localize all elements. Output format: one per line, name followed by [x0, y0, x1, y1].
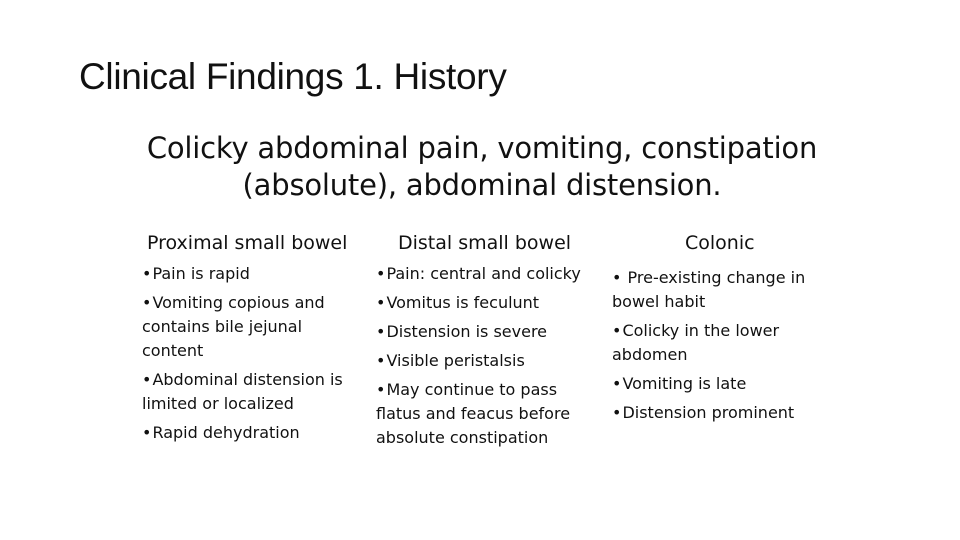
list-item-text: Rapid dehydration [152, 423, 300, 442]
bullet-icon: • [142, 370, 152, 389]
slide-title: Clinical Findings 1. History [79, 56, 507, 97]
bullet-icon: • [376, 322, 386, 341]
list-item [612, 319, 832, 367]
column-list-colonic [612, 266, 832, 430]
list-item-text: Distension prominent [622, 403, 795, 422]
list-item [376, 291, 596, 315]
list-item [142, 262, 352, 286]
bullet-icon: • [376, 293, 386, 312]
bullet-icon: • [142, 264, 152, 283]
list-item [376, 378, 596, 450]
list-item [142, 291, 352, 363]
list-item-text: Vomiting copious and contains bile jejunal content [142, 293, 325, 360]
slide-subtitle: Colicky abdominal pain, vomiting, constipation (absolute), abdominal distension. [146, 131, 818, 202]
bullet-icon: • [376, 380, 386, 399]
bullet-icon: • [612, 268, 622, 287]
list-item-text: Pain: central and colicky [386, 264, 581, 283]
list-item-text: Abdominal distension is limited or localized [142, 370, 343, 413]
list-item [612, 266, 832, 314]
column-header-colonic: Colonic [685, 232, 755, 254]
list-item [612, 401, 832, 425]
column-list-proximal [142, 262, 352, 450]
list-item-text: Pre-existing change in bowel habit [612, 268, 806, 311]
list-item-text: May continue to pass flatus and feacus before absolute constipation [376, 380, 571, 447]
bullet-icon: • [612, 374, 622, 393]
list-item-text: Visible peristalsis [386, 351, 525, 370]
bullet-icon: • [376, 264, 386, 283]
list-item-text: Vomiting is late [622, 374, 747, 393]
list-item-text: Distension is severe [386, 322, 548, 341]
column-header-distal: Distal small bowel [398, 232, 572, 254]
bullet-icon: • [142, 423, 152, 442]
bullet-icon: • [612, 321, 622, 340]
list-item [376, 320, 596, 344]
list-item [142, 368, 352, 416]
list-item-text: Colicky in the lower abdomen [612, 321, 780, 364]
list-item-text: Vomitus is feculunt [386, 293, 540, 312]
list-item [142, 421, 352, 445]
list-item-text: Pain is rapid [152, 264, 250, 283]
bullet-icon: • [142, 293, 152, 312]
column-header-proximal: Proximal small bowel [147, 232, 348, 254]
column-list-distal [376, 262, 596, 455]
bullet-icon: • [376, 351, 386, 370]
list-item [376, 349, 596, 373]
bullet-icon: • [612, 403, 622, 422]
list-item [376, 262, 596, 286]
list-item [612, 372, 832, 396]
